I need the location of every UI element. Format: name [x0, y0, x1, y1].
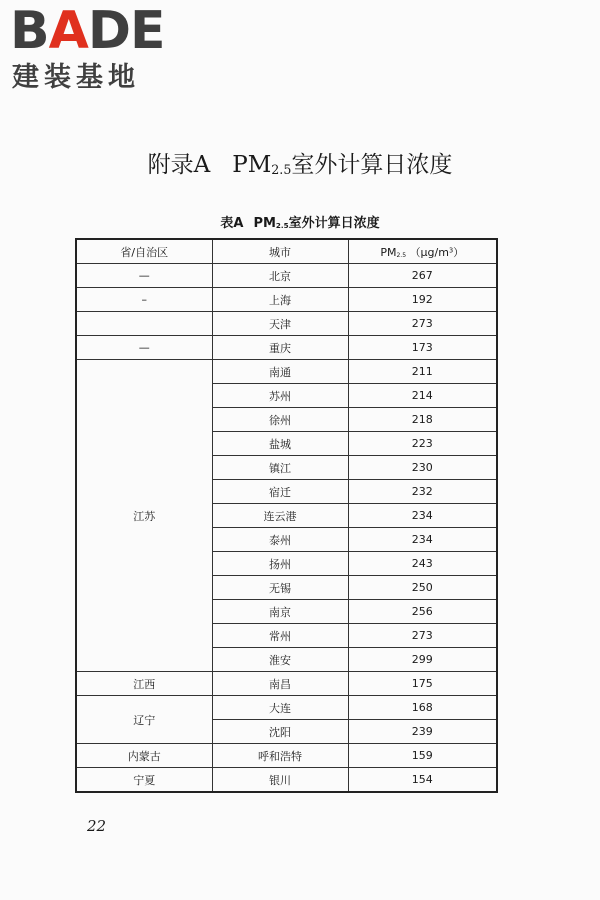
region-cell: 宁夏: [76, 768, 212, 793]
table-header-row: [76, 239, 497, 264]
city-cell: 常州: [212, 624, 348, 648]
logo-letters-de: DE: [87, 1, 165, 61]
pm25-value-cell: 230: [348, 456, 497, 480]
city-cell: 扬州: [212, 552, 348, 576]
pm25-value-cell: 211: [348, 360, 497, 384]
region-cell: 江西: [76, 672, 212, 696]
logo-letter-b: B: [10, 1, 49, 61]
city-cell: 银川: [212, 768, 348, 793]
region-cell: —: [76, 336, 212, 360]
logo-letter-a: A: [48, 1, 88, 61]
caption-pm-sub: 2.5: [275, 221, 289, 231]
city-cell: 重庆: [212, 336, 348, 360]
header-pm25: [348, 239, 497, 264]
city-cell: 沈阳: [212, 720, 348, 744]
city-cell: 宿迁: [212, 480, 348, 504]
pm25-value-cell: 214: [348, 384, 497, 408]
table-row: [76, 336, 497, 360]
city-cell: 徐州: [212, 408, 348, 432]
table-row: [76, 768, 497, 793]
pm25-value-cell: 218: [348, 408, 497, 432]
city-cell: 镇江: [212, 456, 348, 480]
header-region: 省/自治区: [76, 239, 212, 264]
table-row: [76, 360, 497, 384]
city-cell: 淮安: [212, 648, 348, 672]
pm25-value-cell: 239: [348, 720, 497, 744]
pm25-value-cell: 250: [348, 576, 497, 600]
table-row: [76, 744, 497, 768]
table-caption: [0, 214, 600, 236]
table-body: [76, 264, 497, 793]
pm25-value-cell: 192: [348, 288, 497, 312]
city-cell: 北京: [212, 264, 348, 288]
pm25-value-cell: 273: [348, 624, 497, 648]
region-cell: –: [76, 288, 212, 312]
page-title: [0, 150, 600, 185]
caption-prefix: 表A: [220, 216, 244, 231]
pm25-table: [75, 238, 498, 793]
caption-pm: PM: [253, 216, 276, 231]
logo-wordmark: [10, 2, 175, 60]
pm25-value-cell: 256: [348, 600, 497, 624]
title-pm: PM: [232, 152, 272, 178]
city-cell: 苏州: [212, 384, 348, 408]
city-cell: 南京: [212, 600, 348, 624]
logo-subtitle: 建装基地: [12, 62, 140, 93]
city-cell: 南昌: [212, 672, 348, 696]
region-cell: 江苏: [76, 360, 212, 672]
pm25-value-cell: 168: [348, 696, 497, 720]
pm25-value-cell: 173: [348, 336, 497, 360]
city-cell: 盐城: [212, 432, 348, 456]
city-cell: 南通: [212, 360, 348, 384]
city-cell: 大连: [212, 696, 348, 720]
caption-rest: 室外计算日浓度: [288, 216, 380, 231]
region-cell: [76, 312, 212, 336]
pm25-value-cell: 223: [348, 432, 497, 456]
pm25-value-cell: 234: [348, 528, 497, 552]
city-cell: 连云港: [212, 504, 348, 528]
city-cell: 无锡: [212, 576, 348, 600]
title-pm-sub: 2.5: [271, 161, 292, 177]
pm25-value-cell: 232: [348, 480, 497, 504]
table-row: [76, 696, 497, 720]
page-number: 22: [87, 817, 107, 835]
title-prefix: 附录A: [147, 152, 211, 178]
city-cell: 泰州: [212, 528, 348, 552]
pm25-value-cell: 267: [348, 264, 497, 288]
table-row: [76, 288, 497, 312]
pm25-value-cell: 154: [348, 768, 497, 793]
pm25-value-cell: 234: [348, 504, 497, 528]
logo: [10, 2, 175, 97]
pm25-value-cell: 273: [348, 312, 497, 336]
pm25-value-cell: 299: [348, 648, 497, 672]
pm25-value-cell: 159: [348, 744, 497, 768]
city-cell: 呼和浩特: [212, 744, 348, 768]
city-cell: 上海: [212, 288, 348, 312]
pm25-value-cell: 243: [348, 552, 497, 576]
region-cell: 内蒙古: [76, 744, 212, 768]
header-pm-sub: 2.5: [396, 251, 407, 259]
pm25-value-cell: 175: [348, 672, 497, 696]
header-city: 城市: [212, 239, 348, 264]
table-row: [76, 312, 497, 336]
header-unit-pre: （μg/m: [409, 245, 449, 259]
region-cell: —: [76, 264, 212, 288]
region-cell: 辽宁: [76, 696, 212, 744]
header-unit-sup: 3: [448, 246, 454, 255]
title-rest: 室外计算日浓度: [291, 152, 453, 178]
city-cell: 天津: [212, 312, 348, 336]
header-unit-post: ）: [453, 245, 465, 259]
table-row: [76, 264, 497, 288]
table-row: [76, 672, 497, 696]
header-pm: PM: [380, 245, 397, 259]
